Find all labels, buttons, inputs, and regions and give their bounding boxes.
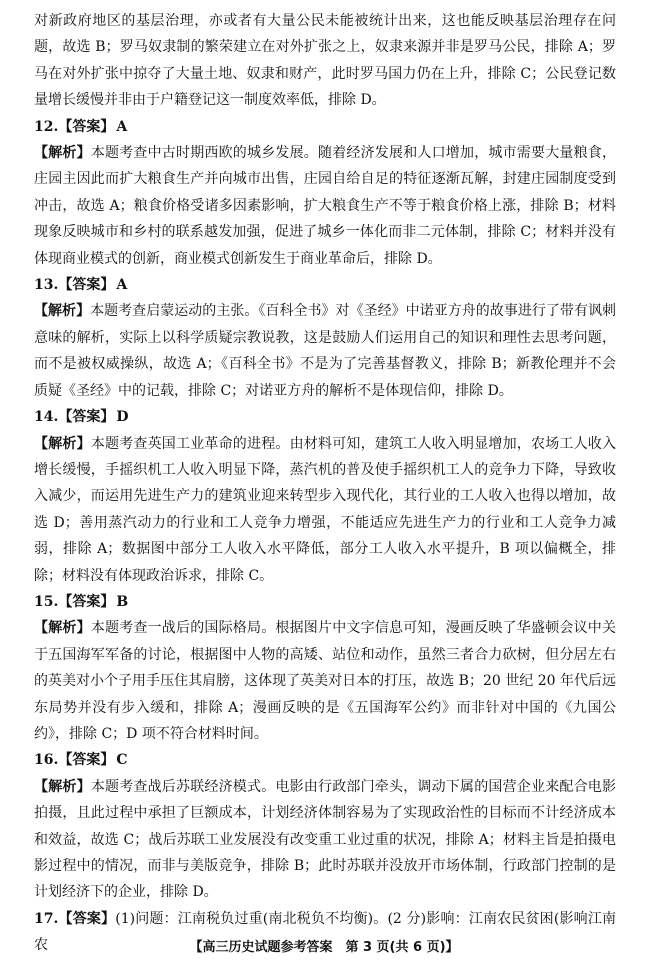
analysis-paragraph	[34, 615, 616, 747]
analysis-text: 本题考查战后苏联经济模式。电影由行政部门牵头，调动下属的国营企业来配合电影拍摄，且此过程中承担了巨额成本，计划经济体制容易为了实现政治性的目标而不计经济成本和效益，故选 C；战后苏联工业发展没有改变重工业过重的状况，排除 A；材料主旨是拍摄电影过程中的情况，而非与美版竞争，排除 B；此时苏联并没放开市场体制，行政部门控制的是计划经济下的企业，排除 D。	[34, 778, 617, 901]
analysis-paragraph	[34, 140, 616, 272]
answer-tag: 【答案】	[58, 118, 115, 135]
analysis-text: 本题考查一战后的国际格局。根据图片中文字信息可知，漫画反映了华盛顿会议中关于五国海军军备的讨论，根据图中人物的高矮、站位和动作，虽然三者合力砍树，但分居左右的英美对小个子用手压住其肩膀，这体现了英美对日本的打压，故选 B；20 世纪 20 年代后远东局势并没有步入缓和，排除 A；漫画反映的是《五国海军公约》而非针对中国的《九国公约》，排除 C；D 项不符合材料时间。	[34, 620, 617, 742]
answer-line	[34, 272, 616, 298]
analysis-text: 本题考查启蒙运动的主张。《百科全书》对《圣经》中诺亚方舟的故事进行了带有讽刺意味的解析，实际上以科学质疑宗教说教，这是鼓励人们运用自己的知识和理性去思考问题，而不是被权威操纵，故选 A；《百科全书》不是为了完善基督教义，排除 B；新教伦理并不会质疑《圣经》中的记载，排除 C；对诺亚方舟的解析不是体现信仰，排除 D。	[34, 303, 617, 399]
answer-letter: A	[116, 118, 128, 135]
question-number: 13.	[34, 277, 59, 294]
answer-letter: A	[116, 277, 128, 294]
questions-list	[34, 114, 616, 906]
analysis-text: 本题考查中古时期西欧的城乡发展。随着经济发展和人口增加，城市需要大量粮食，庄园主因此而扩大粮食生产并向城市出售，庄园自给自足的特征逐渐瓦解，封建庄园制度受到冲击，故选 A；粮食价格受诸多因素影响，扩大粮食生产不等于粮食价格上涨，排除 B；材料现象反映城市和乡村的联系越发加强，促进了城乡一体化而非二元体制，排除 C；材料并没有体现商业模式的创新，商业模式创新发生于商业革命后，排除 D。	[34, 145, 617, 267]
answer-letter: D	[116, 409, 129, 426]
analysis-tag: 【解析】	[34, 303, 91, 320]
question-number: 16.	[34, 752, 59, 769]
answer-content	[34, 8, 616, 959]
answer-line	[34, 114, 616, 140]
answer-tag: 【答案】	[58, 593, 115, 610]
question-number: 17.	[34, 910, 59, 927]
answer-letter: B	[116, 593, 129, 610]
analysis-tag: 【解析】	[34, 778, 91, 795]
analysis-paragraph	[34, 431, 616, 589]
question-number: 15.	[34, 593, 59, 610]
answer-tag: 【答案】	[58, 910, 116, 927]
analysis-tag: 【解析】	[34, 620, 91, 637]
question-number: 12.	[34, 118, 59, 135]
analysis-text: 本题考查英国工业革命的进程。由材料可知，建筑工人收入明显增加，农场工人收入增长缓慢，手摇织机工人收入明显下降，蒸汽机的普及使手摇织机工人的竞争力下降，导致收入减少，而运用先进生产力的建筑业迎来转型步入现代化，其行业的工人收入也得以增加，故选 D；善用蒸汽动力的行业和工人竞争力增强，不能适应先进生产力的行业和工人竞争力减弱，排除 A；数据图中部分工人收入水平降低，部分工人收入水平提升，B 项以偏概全，排除；材料没有体现政治诉求，排除 C。	[34, 435, 617, 584]
answer-tag: 【答案】	[58, 409, 115, 426]
analysis-tag: 【解析】	[34, 435, 91, 452]
page-footer: 【高三历史试题参考答案 第 3 页(共 6 页)】	[189, 940, 459, 955]
intro-paragraph: 对新政府地区的基层治理，亦或者有大量公民未能被统计出来，这也能反映基层治理存在问题，故选 B；罗马奴隶制的繁荣建立在对外扩张之上，奴隶来源并非是罗马公民，排除 A；罗马在对外扩张中掠夺了大量土地、奴隶和财产，此时罗马国力仍在上升，排除 C；公民登记数量增长缓慢并非由于户籍登记这一制度效率低，排除 D。	[34, 13, 616, 109]
analysis-paragraph	[34, 298, 616, 404]
analysis-tag: 【解析】	[34, 145, 91, 162]
analysis-paragraph	[34, 774, 616, 906]
answer-line	[34, 747, 616, 773]
answer-letter: C	[116, 752, 128, 769]
answer-line	[34, 589, 616, 615]
answer-text: (1)问题：江南税负过重(南北税负不均衡)。(2 分)影响：江南农民贫困(影响江南农	[34, 910, 617, 954]
question-number: 14.	[34, 409, 59, 426]
answer-line	[34, 404, 616, 430]
answer-tag: 【答案】	[58, 277, 115, 294]
answer-tag: 【答案】	[58, 752, 115, 769]
